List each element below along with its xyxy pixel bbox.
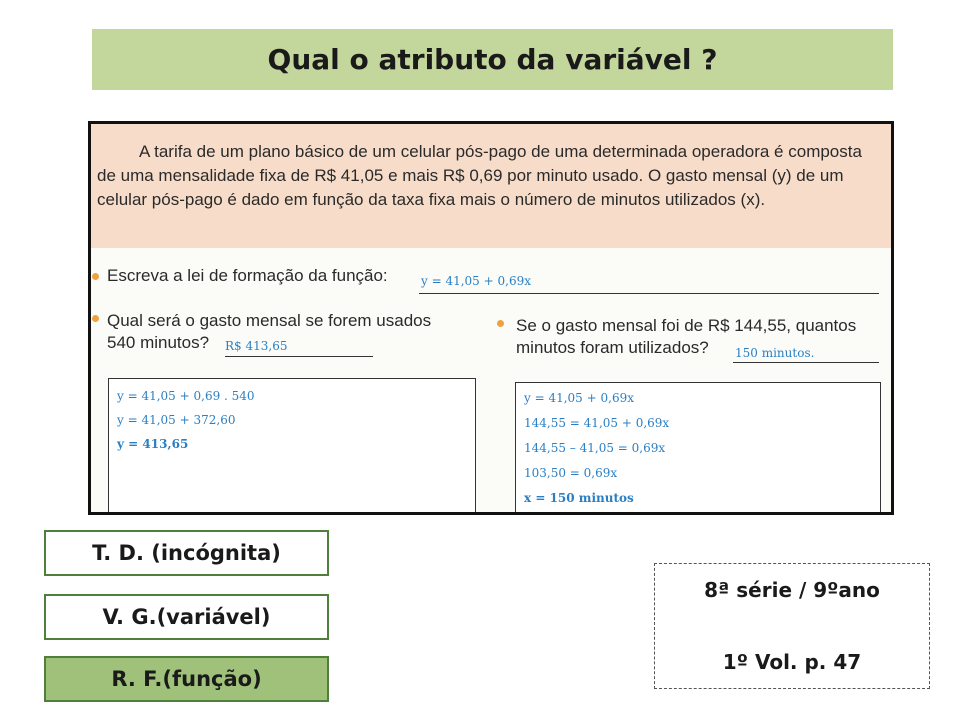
option-rf-funcao[interactable]: R. F.(função) bbox=[44, 656, 329, 702]
question-3-line-2: minutos foram utilizados? bbox=[516, 338, 709, 357]
work-right-result: x = 150 minutos bbox=[524, 491, 634, 505]
reference-volume-page: 1º Vol. p. 47 bbox=[722, 650, 862, 674]
bullet-icon bbox=[92, 273, 99, 280]
answer-1-line bbox=[419, 293, 879, 294]
work-left-result: y = 413,65 bbox=[117, 437, 189, 451]
exercise-intro-panel bbox=[91, 124, 891, 248]
work-left-line-1: y = 41,05 + 0,69 . 540 bbox=[117, 389, 255, 403]
answer-3-line bbox=[733, 362, 879, 363]
answer-2-line bbox=[225, 356, 373, 357]
work-right-line-3: 144,55 – 41,05 = 0,69x bbox=[524, 441, 666, 455]
bullet-icon bbox=[497, 320, 504, 327]
option-vg-variavel[interactable]: V. G.(variável) bbox=[44, 594, 329, 640]
work-right-line-4: 103,50 = 0,69x bbox=[524, 466, 618, 480]
work-box-left bbox=[108, 378, 476, 515]
option-td-incognita[interactable]: T. D. (incógnita) bbox=[44, 530, 329, 576]
question-2-line-1: Qual será o gasto mensal se forem usados bbox=[107, 311, 432, 330]
reference-box bbox=[654, 563, 930, 689]
question-3-line-1: Se o gasto mensal foi de R$ 144,55, quantos bbox=[516, 316, 857, 335]
question-2-line-2: 540 minutos? bbox=[107, 333, 210, 352]
answer-1: y = 41,05 + 0,69x bbox=[421, 274, 531, 288]
work-left-line-2: y = 41,05 + 372,60 bbox=[117, 413, 236, 427]
exercise-image bbox=[88, 121, 894, 515]
work-box-right bbox=[515, 382, 881, 515]
exercise-intro-text: A tarifa de um plano básico de um celular pós-pago de uma determinada operadora é composta de uma mensalidade fixa de R$ 41,05 e mais R$ 0,69 por minuto usado. O gasto mensal (y) de um celular pós-pago é dado em função da taxa fixa mais o número de minutos utilizados (x). bbox=[97, 142, 862, 209]
work-right-line-1: y = 41,05 + 0,69x bbox=[524, 391, 634, 405]
question-1: Escreva a lei de formação da função: bbox=[107, 266, 388, 285]
page-title: Qual o atributo da variável ? bbox=[267, 43, 718, 76]
title-banner bbox=[92, 29, 893, 90]
reference-grade: 8ª série / 9ºano bbox=[704, 578, 880, 602]
answer-3: 150 minutos. bbox=[735, 346, 815, 360]
answer-2: R$ 413,65 bbox=[225, 339, 288, 353]
bullet-icon bbox=[92, 315, 99, 322]
work-right-line-2: 144,55 = 41,05 + 0,69x bbox=[524, 416, 670, 430]
